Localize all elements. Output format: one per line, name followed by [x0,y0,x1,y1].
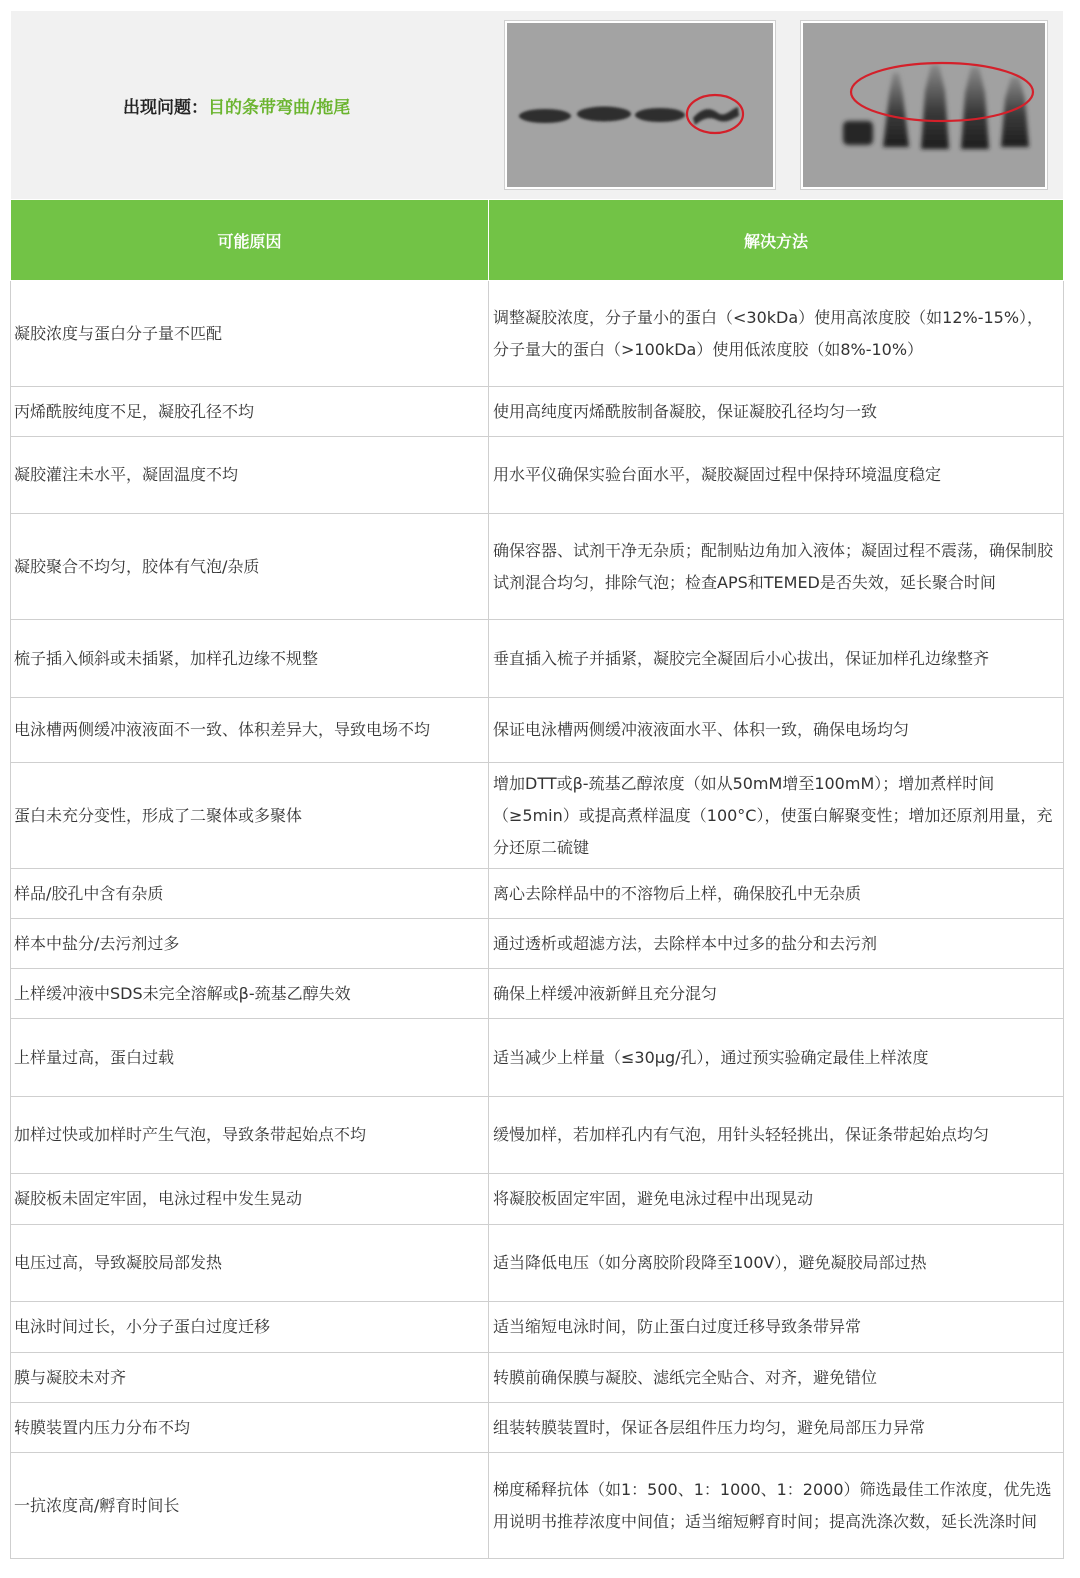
table-row [11,1174,1064,1225]
solution-cell: 适当减少上样量（≤30μg/孔），通过预实验确定最佳上样浓度 [489,1019,1064,1097]
problem-label-text: 出现问题： [123,98,208,118]
western-blot-image-curved-band [505,21,775,189]
cause-cell: 电压过高，导致凝胶局部发热 [11,1225,489,1302]
solution-cell: 将凝胶板固定牢固，避免电泳过程中出现晃动 [489,1174,1064,1225]
cause-cell: 凝胶浓度与蛋白分子量不匹配 [11,281,489,387]
table-header-row [11,200,1064,281]
solution-cell: 使用高纯度丙烯酰胺制备凝胶，保证凝胶孔径均匀一致 [489,387,1064,437]
cause-cell: 梳子插入倾斜或未插紧，加样孔边缘不规整 [11,620,489,698]
cause-cell: 凝胶聚合不均匀，胶体有气泡/杂质 [11,514,489,620]
table-row [11,387,1064,437]
cause-cell: 电泳时间过长，小分子蛋白过度迁移 [11,1302,489,1353]
solution-cell: 组装转膜装置时，保证各层组件压力均匀，避免局部压力异常 [489,1403,1064,1453]
cause-cell: 膜与凝胶未对齐 [11,1353,489,1403]
column-header-solution: 解决方法 [489,200,1064,281]
cause-cell: 加样过快或加样时产生气泡，导致条带起始点不均 [11,1097,489,1174]
solution-cell: 通过透析或超滤方法，去除样本中过多的盐分和去污剂 [489,919,1064,969]
table-row [11,869,1064,919]
problem-header [11,11,1063,199]
problem-value: 目的条带弯曲/拖尾 [208,98,351,118]
table-row [11,763,1064,869]
table-row [11,437,1064,514]
table-row [11,698,1064,763]
cause-cell: 上样量过高，蛋白过载 [11,1019,489,1097]
solution-cell: 适当降低电压（如分离胶阶段降至100V），避免凝胶局部过热 [489,1225,1064,1302]
table-row [11,1453,1064,1559]
table-row [11,281,1064,387]
solution-cell: 转膜前确保膜与凝胶、滤纸完全贴合、对齐，避免错位 [489,1353,1064,1403]
solution-cell: 梯度稀释抗体（如1：500、1：1000、1：2000）筛选最佳工作浓度，优先选用说明书推荐浓度中间值；适当缩短孵育时间；提高洗涤次数，延长洗涤时间 [489,1453,1064,1559]
problem-label [123,93,350,118]
solution-cell: 确保上样缓冲液新鲜且充分混匀 [489,969,1064,1019]
western-blot-image-smeared-bands [801,21,1047,189]
solution-cell: 缓慢加样，若加样孔内有气泡，用针头轻轻挑出，保证条带起始点均匀 [489,1097,1064,1174]
cause-cell: 凝胶灌注未水平，凝固温度不均 [11,437,489,514]
blot-2-svg [803,23,1045,187]
solution-cell: 保证电泳槽两侧缓冲液液面水平、体积一致，确保电场均匀 [489,698,1064,763]
cause-cell: 蛋白未充分变性，形成了二聚体或多聚体 [11,763,489,869]
table-row [11,969,1064,1019]
cause-cell: 电泳槽两侧缓冲液液面不一致、体积差异大，导致电场不均 [11,698,489,763]
column-header-cause: 可能原因 [11,200,489,281]
cause-cell: 转膜装置内压力分布不均 [11,1403,489,1453]
solution-cell: 调整凝胶浓度，分子量小的蛋白（<30kDa）使用高浓度胶（如12%-15%），分子量大的蛋白（>100kDa）使用低浓度胶（如8%-10%） [489,281,1064,387]
cause-cell: 样本中盐分/去污剂过多 [11,919,489,969]
solution-cell: 适当缩短电泳时间，防止蛋白过度迁移导致条带异常 [489,1302,1064,1353]
table-row [11,620,1064,698]
solution-cell: 确保容器、试剂干净无杂质；配制贴边角加入液体；凝固过程不震荡，确保制胶试剂混合均匀，排除气泡；检查APS和TEMED是否失效，延长聚合时间 [489,514,1064,620]
table-row [11,1403,1064,1453]
solution-cell: 离心去除样品中的不溶物后上样，确保胶孔中无杂质 [489,869,1064,919]
blot-1-svg [507,23,773,187]
table-row [11,514,1064,620]
solution-cell: 增加DTT或β-巯基乙醇浓度（如从50mM增至100mM）；增加煮样时间（≥5min）或提高煮样温度（100°C），使蛋白解聚变性；增加还原剂用量，充分还原二硫键 [489,763,1064,869]
table-row [11,1019,1064,1097]
solution-cell: 用水平仪确保实验台面水平，凝胶凝固过程中保持环境温度稳定 [489,437,1064,514]
solution-cell: 垂直插入梳子并插紧，凝胶完全凝固后小心拔出，保证加样孔边缘整齐 [489,620,1064,698]
table-row [11,1302,1064,1353]
table-row [11,1097,1064,1174]
troubleshooting-table [10,199,1064,1559]
cause-cell: 上样缓冲液中SDS未完全溶解或β-巯基乙醇失效 [11,969,489,1019]
cause-cell: 丙烯酰胺纯度不足，凝胶孔径不均 [11,387,489,437]
table-row [11,919,1064,969]
table-row [11,1353,1064,1403]
cause-cell: 样品/胶孔中含有杂质 [11,869,489,919]
table-row [11,1225,1064,1302]
cause-cell: 一抗浓度高/孵育时间长 [11,1453,489,1559]
cause-cell: 凝胶板未固定牢固，电泳过程中发生晃动 [11,1174,489,1225]
